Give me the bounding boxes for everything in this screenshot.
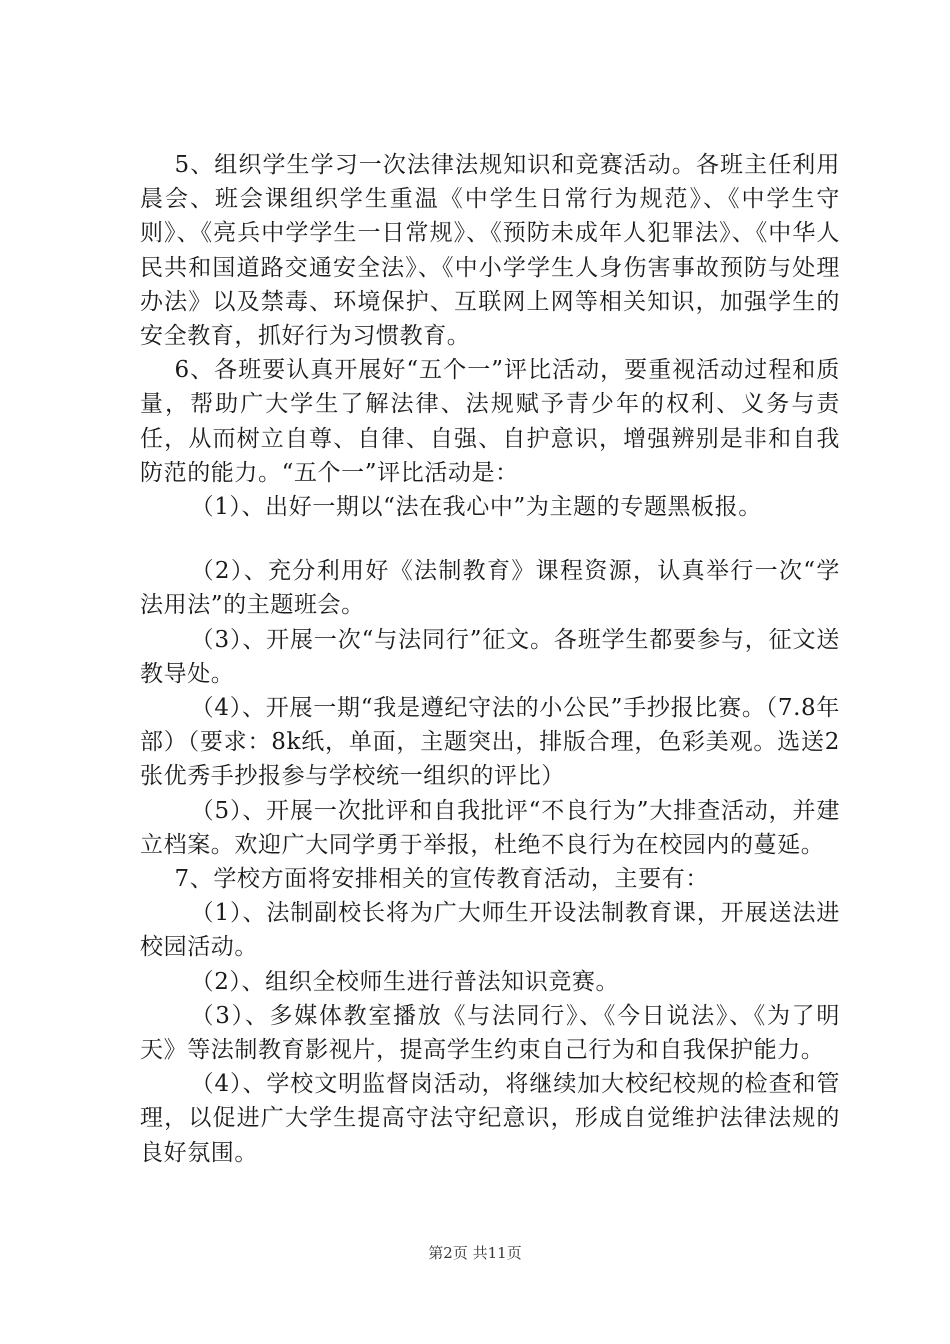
sub-item-7-2: （2）、组织全校师生进行普法知识竞赛。	[190, 968, 620, 995]
paragraph-item-7: 7、学校方面将安排相关的宣传教育活动，主要有：	[174, 866, 709, 893]
document-body	[140, 148, 840, 1170]
sub-item-7-3: （3）、多媒体教室播放《与法同行》、《今日说法》、《为了明天》等法制教育影视片，提高学生约束自己行为和自我保护能力。	[140, 1002, 840, 1064]
sub-item-7-4: （4）、学校文明监督岗活动，将继续加大校纪校规的检查和管理，以促进广大学生提高守法守纪意识，形成自觉维护法律法规的良好氛围。	[140, 1071, 840, 1166]
blank-line	[140, 524, 840, 554]
sub-item-6-3: （3）、开展一次“与法同行”征文。各班学生都要参与，征文送教导处。	[140, 626, 840, 687]
paragraph-item-5: 5、组织学生学习一次法律法规知识和竞赛活动。各班主任利用晨会、班会课组织学生重温《中学生日常行为规范》、《中学生守则》、《亮兵中学学生一日常规》、《预防未成年人犯罪法》、《中华人民共和国道路交通安全法》、《中小学学生人身伤害事故预防与处理办法》以及禁毒、环境保护、互联网上网等相关知识，加强学生的安全教育，抓好行为习惯教育。	[140, 152, 840, 350]
page-number-footer: 第2页 共11页	[428, 1244, 522, 1262]
sub-item-6-1: （1）、出好一期以“法在我心中”为主题的专题黑板报。	[190, 494, 762, 521]
sub-item-6-2: （2）、充分利用好《法制教育》课程资源，认真举行一次“学法用法”的主题班会。	[140, 558, 840, 619]
sub-item-6-5: （5）、开展一次批评和自我批评“不良行为”大排查活动，并建立档案。欢迎广大同学勇于举报，杜绝不良行为在校园内的蔓延。	[140, 797, 840, 858]
sub-item-6-4: （4）、开展一期“我是遵纪守法的小公民”手抄报比赛。（7.8年部）（要求：8k纸，单面，主题突出，排版合理，色彩美观。选送2张优秀手抄报参与学校统一组织的评比）	[140, 695, 840, 790]
paragraph-item-6: 6、各班要认真开展好“五个一”评比活动，要重视活动过程和质量，帮助广大学生了解法律、法规赋予青少年的权利、义务与责任，从而树立自尊、自律、自强、自护意识，增强辨别是非和自我防范的能力。“五个一”评比活动是：	[140, 357, 840, 486]
sub-item-7-1: （1）、法制副校长将为广大师生开设法制教育课，开展送法进校园活动。	[140, 900, 840, 961]
